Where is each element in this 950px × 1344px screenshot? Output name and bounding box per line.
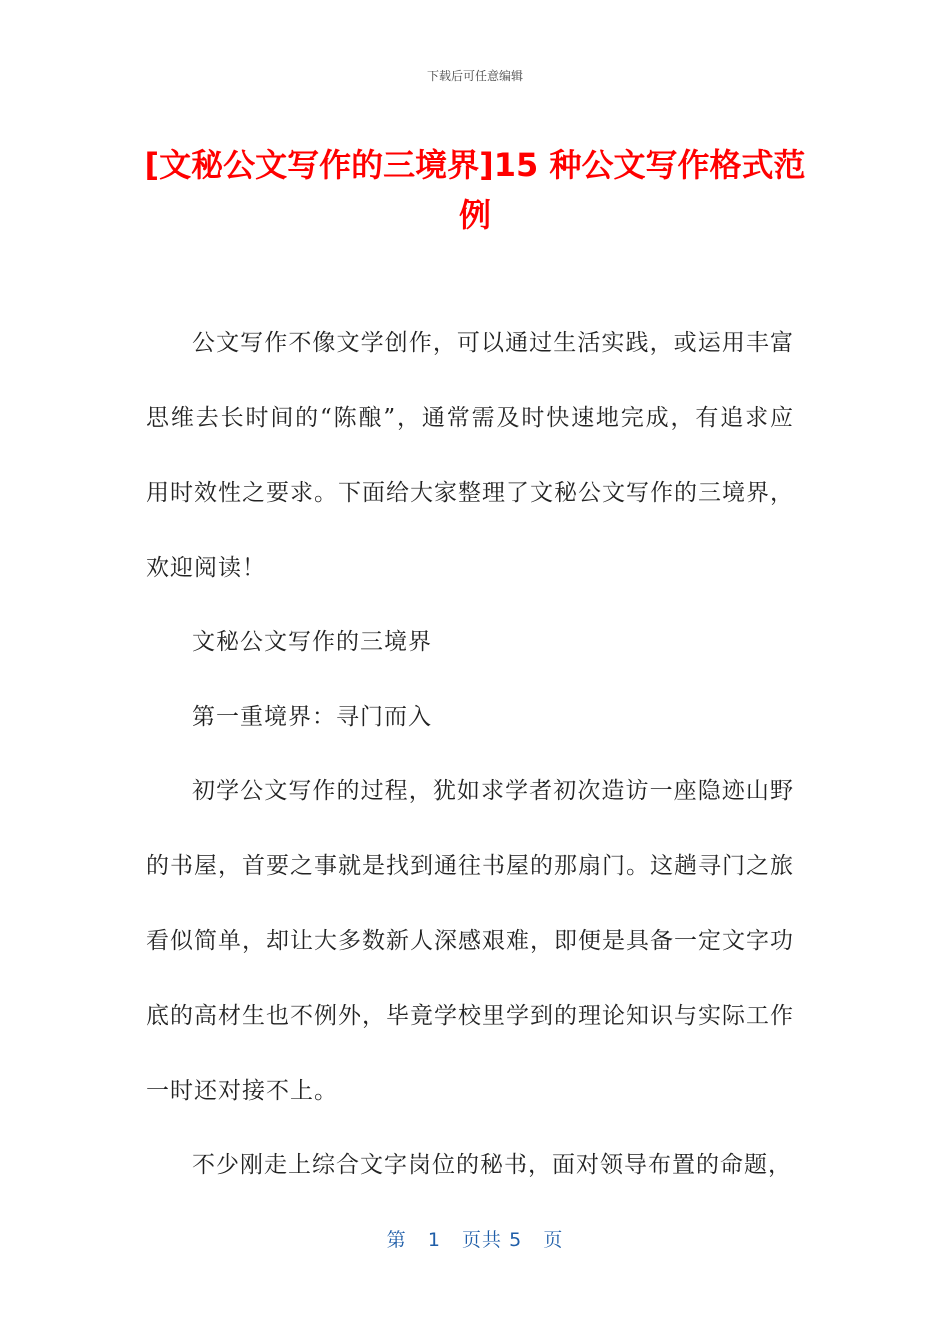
footer-middle: 页共 — [462, 1229, 503, 1251]
paragraph-body: 初学公文写作的过程，犹如求学者初次造访一座隐迹山野的书屋，首要之事就是找到通往书屋的那扇门。这趟寻门之旅看似简单，却让大多数新人深感艰难，即便是具备一定文字功底的高材生也不例外，毕竟学校里学到的理论知识与实际工作一时还对接不上。 — [146, 778, 794, 1104]
footer-total-pages: 5 — [509, 1229, 523, 1251]
section-heading: 文秘公文写作的三境界 — [192, 629, 432, 655]
document-title: [文秘公文写作的三境界]15 种公文写作格式范例 — [144, 146, 806, 234]
page-footer — [0, 1225, 950, 1252]
subsection-heading: 第一重境界：寻门而入 — [192, 704, 432, 730]
paragraph-intro: 公文写作不像文学创作，可以通过生活实践，或运用丰富思维去长时间的“陈酿”，通常需及时快速地完成，有追求应用时效性之要求。下面给大家整理了文秘公文写作的三境界，欢迎阅读！ — [146, 330, 794, 581]
paragraph-continued: 不少刚走上综合文字岗位的秘书，面对领导布置的命题， — [192, 1152, 792, 1178]
header-note: 下载后可任意编辑 — [426, 69, 523, 83]
footer-suffix: 页 — [543, 1229, 564, 1251]
footer-prefix: 第 — [386, 1229, 407, 1251]
footer-page-number: 1 — [427, 1229, 441, 1251]
